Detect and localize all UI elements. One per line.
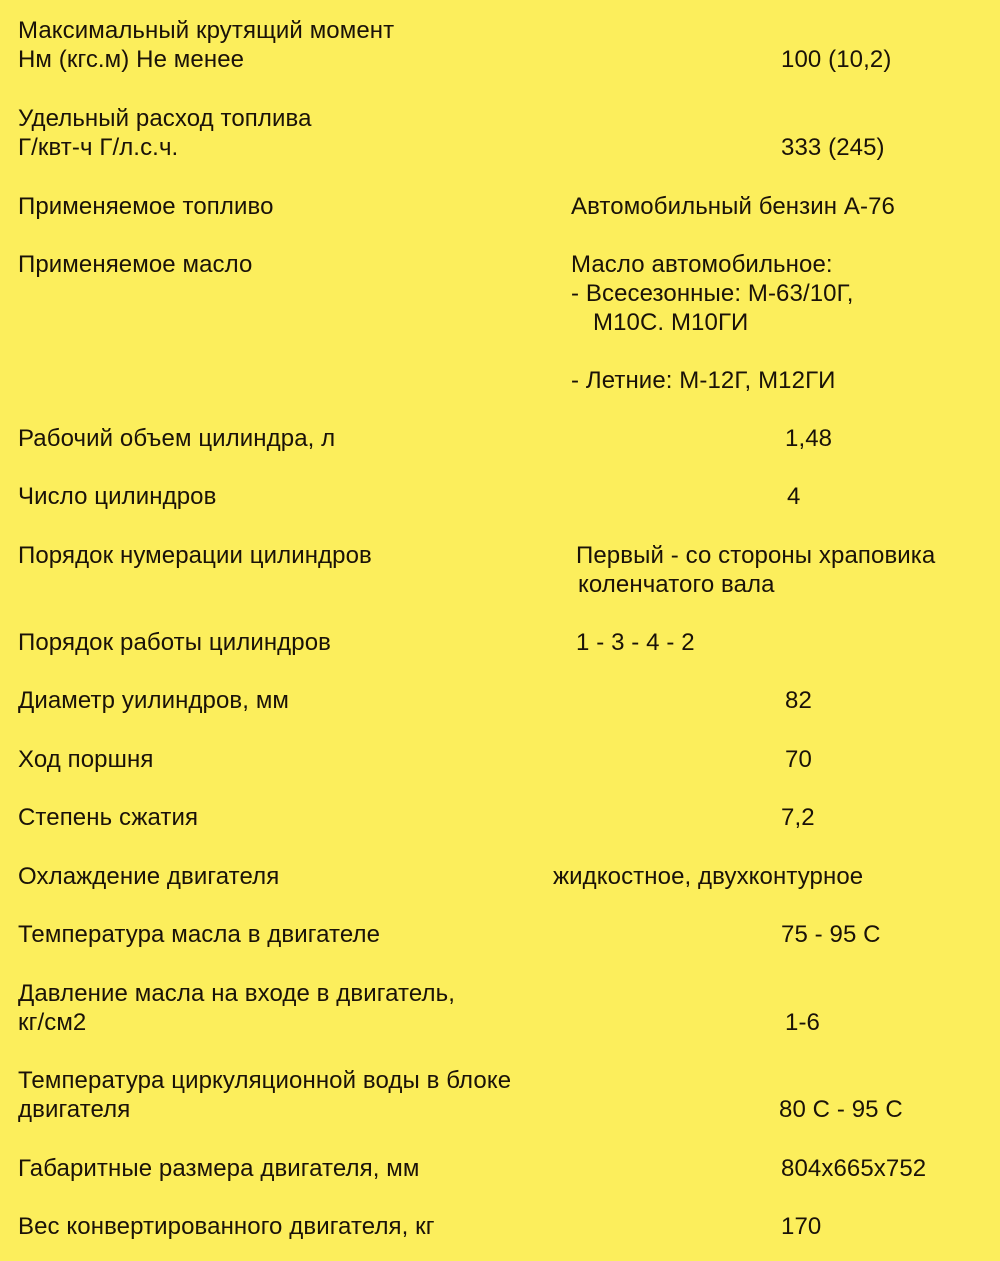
spec-value: 333 (245) bbox=[781, 134, 885, 161]
spec-value: 7,2 bbox=[781, 804, 815, 831]
spec-value: 75 - 95 С bbox=[781, 921, 881, 948]
spec-label: Г/квт-ч Г/л.с.ч. bbox=[18, 134, 179, 161]
spec-value: 170 bbox=[781, 1213, 822, 1240]
spec-value: 80 С - 95 С bbox=[779, 1096, 903, 1123]
spec-label: Охлаждение двигателя bbox=[18, 863, 280, 890]
spec-value: 1,48 bbox=[785, 425, 833, 452]
spec-value: Масло автомобильное: bbox=[571, 251, 833, 278]
spec-label: Ход поршня bbox=[18, 746, 154, 773]
spec-label: Давление масла на входе в двигатель, bbox=[18, 980, 455, 1007]
spec-label: Температура циркуляционной воды в блоке bbox=[18, 1067, 512, 1094]
spec-value: 804х665х752 bbox=[781, 1155, 927, 1182]
spec-value: 100 (10,2) bbox=[781, 46, 892, 73]
spec-label: Нм (кгс.м) Не менее bbox=[18, 46, 245, 73]
spec-value: жидкостное, двухконтурное bbox=[553, 863, 864, 890]
spec-value: 82 bbox=[785, 687, 812, 714]
spec-label: Число цилиндров bbox=[18, 483, 217, 510]
spec-value: коленчатого вала bbox=[578, 571, 775, 598]
spec-value: 70 bbox=[785, 746, 812, 773]
spec-label: Порядок нумерации цилиндров bbox=[18, 542, 372, 569]
spec-label: Максимальный крутящий момент bbox=[18, 17, 395, 44]
spec-value: - Всесезонные: М-63/10Г, bbox=[571, 280, 854, 307]
spec-value: 4 bbox=[787, 483, 801, 510]
spec-value: Автомобильный бензин А-76 bbox=[571, 193, 895, 220]
spec-label: Диаметр уилиндров, мм bbox=[18, 687, 290, 714]
spec-label: Применяемое топливо bbox=[18, 193, 274, 220]
spec-value: М10С. М10ГИ bbox=[593, 309, 749, 336]
spec-label: Порядок работы цилиндров bbox=[18, 629, 332, 656]
spec-value: 1-6 bbox=[785, 1009, 820, 1036]
spec-label: Температура масла в двигателе bbox=[18, 921, 381, 948]
spec-value: 1 - 3 - 4 - 2 bbox=[576, 629, 695, 656]
spec-value: Первый - со стороны храповика bbox=[576, 542, 936, 569]
spec-label: Вес конвертированного двигателя, кг bbox=[18, 1213, 435, 1240]
spec-label: Рабочий объем цилиндра, л bbox=[18, 425, 336, 452]
spec-value: - Летние: М-12Г, М12ГИ bbox=[571, 367, 836, 394]
spec-label: Габаритные размера двигателя, мм bbox=[18, 1155, 420, 1182]
spec-label: кг/см2 bbox=[18, 1009, 87, 1036]
spec-label: Удельный расход топлива bbox=[18, 105, 312, 132]
spec-label: Степень сжатия bbox=[18, 804, 199, 831]
spec-label: Применяемое масло bbox=[18, 251, 253, 278]
spec-label: двигателя bbox=[18, 1096, 131, 1123]
